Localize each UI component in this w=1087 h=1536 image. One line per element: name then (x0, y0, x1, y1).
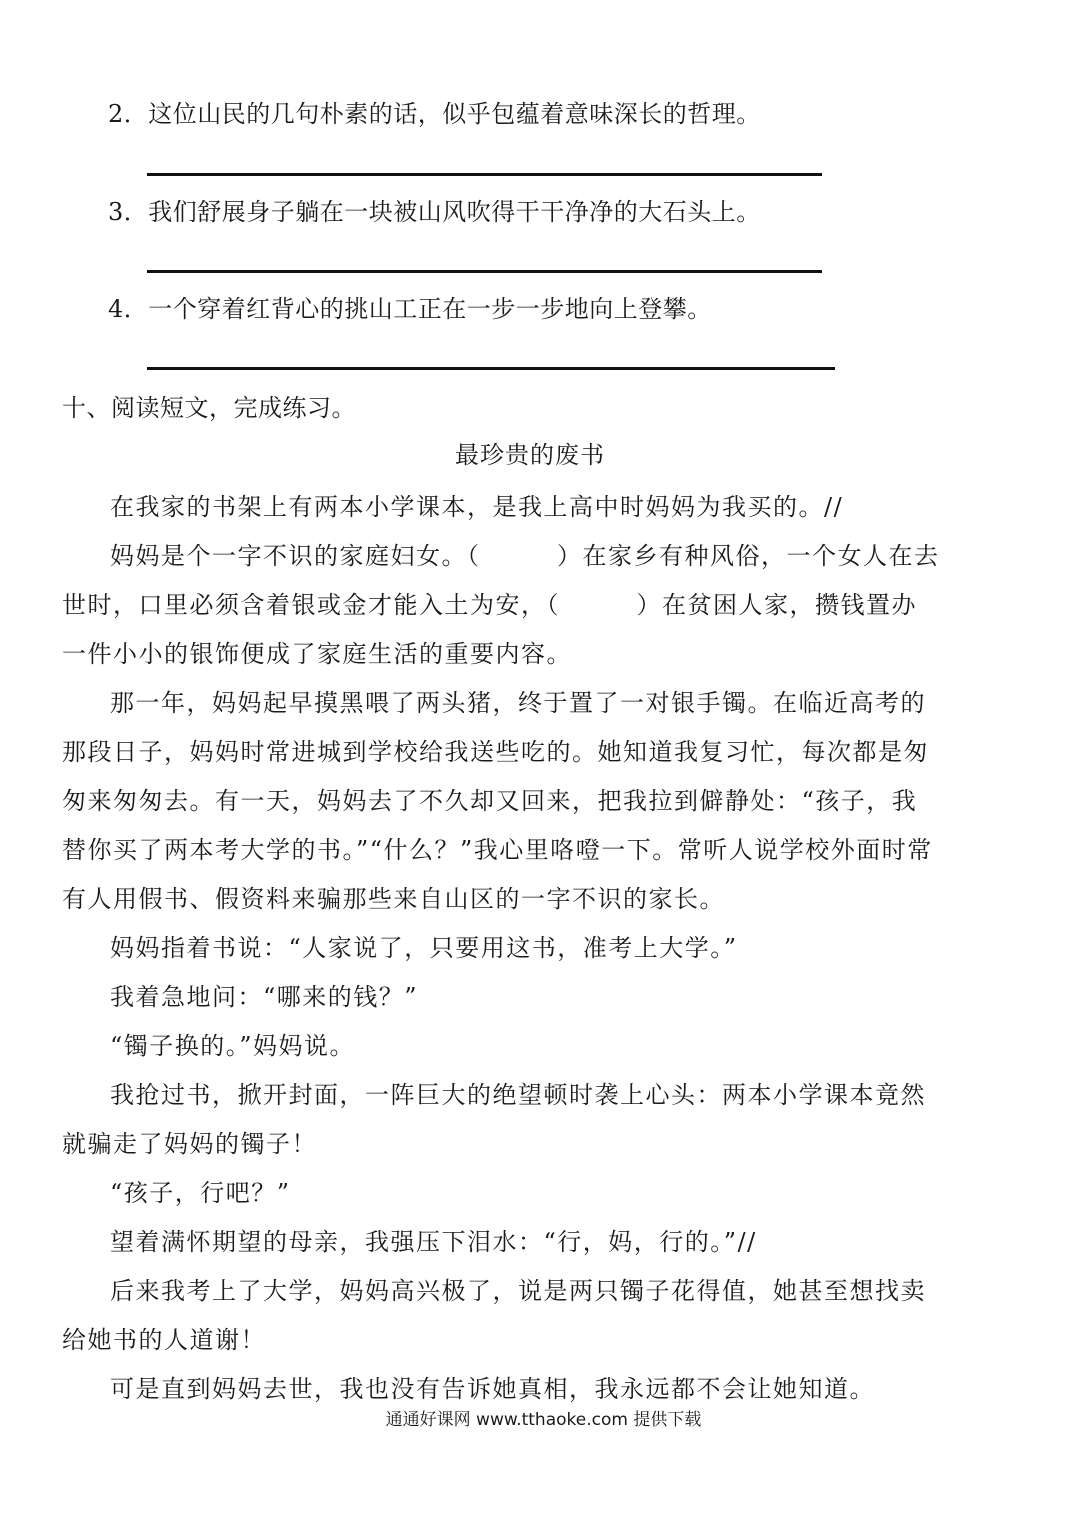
article-body (62, 483, 942, 1414)
question-3: 3．我们舒展身子躺在一块被山风吹得干干净净的大石头上。 (108, 198, 761, 226)
paragraph: “镯子换的。”妈妈说。 (110, 1032, 356, 1060)
answer-line-3[interactable] (147, 270, 822, 273)
answer-line-4[interactable] (147, 367, 835, 370)
question-4: 4．一个穿着红背心的挑山工正在一步一步地向上登攀。 (108, 295, 712, 323)
paragraph: 在我家的书架上有两本小学课本，是我上高中时妈妈为我买的。// (110, 493, 844, 521)
question-2: 2．这位山民的几句朴素的话，似乎包蕴着意味深长的哲理。 (108, 100, 761, 128)
section-heading: 十、阅读短文，完成练习。 (62, 394, 356, 422)
paragraph: 那一年，妈妈起早摸黑喂了两头猪，终于置了一对银手镯。在临近高考的那段日子，妈妈时常进城到学校给我送些吃的。她知道我复习忙，每次都是匆匆来匆匆去。有一天，妈妈去了不久却又回来，把我拉到僻静处：“孩子，我替你买了两本考大学的书。”“什么？”我心里咯噔一下。常听人说学校外面时常有人用假书、假资料来骗那些来自山区的一字不识的家长。 (62, 689, 933, 913)
paragraph: 我抢过书，掀开封面，一阵巨大的绝望顿时袭上心头：两本小学课本竟然就骗走了妈妈的镯子！ (62, 1081, 926, 1158)
paragraph: “孩子，行吧？” (110, 1179, 291, 1207)
article-title: 最珍贵的废书 (455, 441, 605, 469)
answer-line-2[interactable] (147, 173, 822, 176)
paragraph: 后来我考上了大学，妈妈高兴极了，说是两只镯子花得值，她甚至想找卖给她书的人道谢！ (62, 1277, 926, 1354)
paragraph: 望着满怀期望的母亲，我强压下泪水：“行，妈，行的。”// (110, 1228, 757, 1256)
paragraph: 可是直到妈妈去世，我也没有告诉她真相，我永远都不会让她知道。 (110, 1375, 875, 1403)
paragraph: 妈妈是个一字不识的家庭妇女。（ ）在家乡有种风俗，一个女人在去世时，口里必须含着银或金才能入土为安，（ ）在贫困人家，攒钱置办一件小小的银饰便成了家庭生活的重要内容。 (62, 542, 940, 668)
paragraph: 妈妈指着书说：“人家说了，只要用这书，准考上大学。” (110, 934, 738, 962)
footer-credit: 通通好课网 www.tthaoke.com 提供下载 (385, 1410, 702, 1430)
paragraph: 我着急地问：“哪来的钱？” (110, 983, 419, 1011)
